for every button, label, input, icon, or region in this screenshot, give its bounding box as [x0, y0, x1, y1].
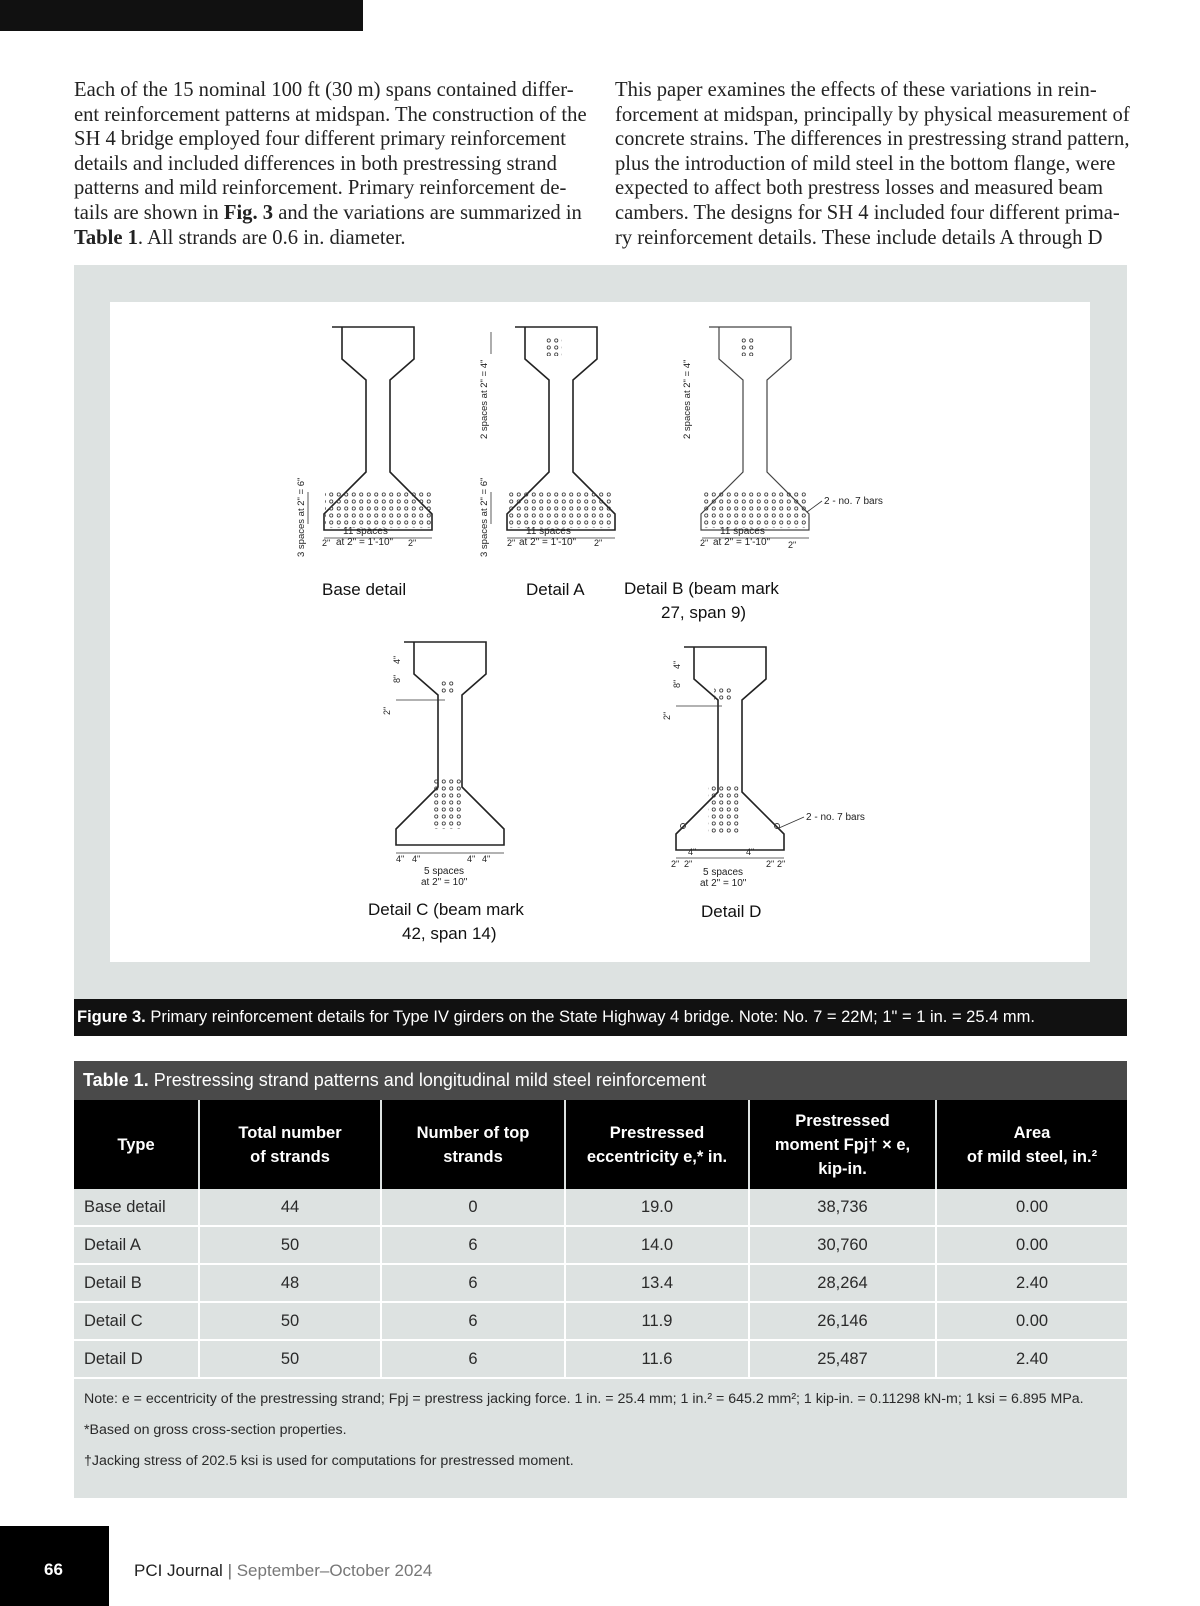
detail-a-dim-at: at 2" = 1'-10"	[519, 537, 577, 548]
strand-pattern-table	[74, 1100, 1127, 1379]
detail-d-dim-2: 2"	[662, 711, 672, 720]
base-dim-spaces: 11 spaces	[343, 526, 388, 537]
detail-d-dim-2c: 2"	[766, 859, 775, 869]
detail-d-label: Detail D	[701, 902, 762, 921]
detail-b-top-strands	[740, 336, 756, 356]
detail-d-dim-4b: 4"	[746, 847, 755, 857]
detail-c-dim-l4a: 4"	[396, 854, 405, 864]
cell-moment: 28,264	[749, 1264, 936, 1302]
base-dim-right: 2"	[408, 538, 417, 548]
cell-area: 2.40	[936, 1264, 1127, 1302]
detail-a-dim-right: 2"	[594, 538, 603, 548]
detail-b-dim-left: 2"	[700, 538, 709, 548]
cell-ecc: 11.6	[565, 1340, 749, 1378]
detail-d-dim-at: at 2" = 10"	[700, 878, 747, 889]
text-line: Table 1. All strands are 0.6 in. diameter.	[74, 226, 406, 249]
cell-type: Base detail	[74, 1189, 199, 1226]
detail-c-bottom-strands	[432, 779, 462, 829]
cell-area: 2.40	[936, 1340, 1127, 1378]
header-type: Type	[74, 1100, 199, 1189]
detail-a-dim-spaces: 11 spaces	[526, 526, 571, 537]
text-line: plus the introduction of mild steel in the bottom flange, were	[615, 152, 1116, 175]
table-1	[74, 1061, 1127, 1498]
cell-area: 0.00	[936, 1189, 1127, 1226]
cell-total: 50	[199, 1226, 381, 1264]
cell-total: 50	[199, 1302, 381, 1340]
cell-area: 0.00	[936, 1226, 1127, 1264]
detail-b-dim-at: at 2" = 1'-10"	[713, 537, 771, 548]
running-footer	[134, 1561, 432, 1581]
text-line: expected to affect both prestress losses and measured beam	[615, 177, 1103, 200]
detail-b-dim-top: 2 spaces at 2" = 4"	[682, 359, 693, 439]
cell-moment: 30,760	[749, 1226, 936, 1264]
cell-type: Detail A	[74, 1226, 199, 1264]
detail-a-top-strands	[546, 336, 562, 356]
cell-total: 48	[199, 1264, 381, 1302]
detail-a-section	[479, 327, 615, 599]
body-column-left	[74, 78, 587, 250]
detail-d-dim-2d: 2"	[777, 859, 786, 869]
cell-type: Detail B	[74, 1264, 199, 1302]
text-line: SH 4 bridge employed four different primary reinforcement	[74, 128, 566, 151]
detail-a-dim-bottom: 3 spaces at 2" = 6"	[479, 477, 490, 557]
footnote-star: *Based on gross cross-section properties.	[84, 1422, 347, 1438]
header-bar	[0, 0, 363, 31]
figure-reference[interactable]: Fig. 3	[223, 201, 274, 224]
table-row	[74, 1340, 1127, 1378]
cell-moment: 25,487	[749, 1340, 936, 1378]
header-moment: Prestressed moment Fpj† × e, kip-in.	[749, 1100, 936, 1189]
figure-drawing-area	[110, 302, 1090, 962]
table-reference[interactable]: Table 1	[74, 226, 138, 249]
footer-separator: |	[227, 1561, 232, 1580]
page-number: 66	[44, 1560, 63, 1579]
detail-c-label-line1: Detail C (beam mark	[368, 900, 524, 919]
cell-total: 44	[199, 1189, 381, 1226]
cell-area: 0.00	[936, 1302, 1127, 1340]
journal-name: PCI Journal	[134, 1561, 223, 1580]
header-top-strands: Number of top strands	[381, 1100, 565, 1189]
table-row	[74, 1189, 1127, 1226]
footnote-dagger: †Jacking stress of 202.5 ksi is used for computations for prestressed moment.	[84, 1453, 574, 1469]
text-line: This paper examines the effects of these variations in rein-	[615, 79, 1097, 101]
cell-ecc: 13.4	[565, 1264, 749, 1302]
cell-top: 6	[381, 1264, 565, 1302]
table-row	[74, 1302, 1127, 1340]
header-mild-steel-area: Area of mild steel, in.²	[936, 1100, 1127, 1189]
detail-c-dim-at: at 2" = 10"	[421, 877, 468, 888]
text-line: forcement at midspan, principally by physical measurement of	[615, 103, 1130, 126]
cell-total: 50	[199, 1340, 381, 1378]
detail-a-bottom-strands	[508, 492, 614, 528]
detail-d-dim-8: 8"	[672, 679, 682, 688]
cell-moment: 38,736	[749, 1189, 936, 1226]
page-number-block	[0, 1526, 109, 1606]
detail-c-dim-spaces: 5 spaces	[424, 866, 465, 877]
detail-d-dim-2a: 2"	[671, 859, 680, 869]
detail-c-top-strands	[440, 681, 456, 695]
text-line: concrete strains. The differences in prestressing strand pattern,	[615, 128, 1130, 151]
text-line: cambers. The designs for SH 4 included four different prima-	[615, 201, 1120, 224]
table-row	[74, 1264, 1127, 1302]
detail-d-section	[662, 647, 865, 921]
girder-details-drawing	[110, 302, 1090, 962]
cell-moment: 26,146	[749, 1302, 936, 1340]
table-note: Note: e = eccentricity of the prestressing strand; Fpj = prestress jacking force. 1 in. = 25.4 mm; 1 in.² = 645.2 mm²; 1 kip-in. = 0.11298 kN-m; 1 ksi = 6.895 MPa.	[84, 1391, 1084, 1407]
base-dim-at: at 2" = 1'-10"	[336, 537, 394, 548]
detail-b-label-line2: 27, span 9)	[661, 603, 747, 622]
cell-type: Detail C	[74, 1302, 199, 1340]
detail-d-bars: 2 - no. 7 bars	[806, 812, 865, 823]
detail-b-dim-spaces: 11 spaces	[720, 526, 765, 537]
detail-d-dim-2b: 2"	[684, 859, 693, 869]
text-line: ent reinforcement patterns at midspan. The construction of the	[74, 103, 587, 126]
cell-top: 6	[381, 1226, 565, 1264]
detail-b-section	[624, 327, 883, 622]
cell-top: 6	[381, 1340, 565, 1378]
text-line: Each of the 15 nominal 100 ft (30 m) spans contained differ-	[74, 79, 574, 101]
base-detail-section	[296, 327, 432, 599]
detail-a-label: Detail A	[526, 580, 585, 599]
detail-b-label-line1: Detail B (beam mark	[624, 579, 779, 598]
detail-a-dim-top: 2 spaces at 2" = 4"	[479, 359, 490, 439]
detail-c-dim-r4a: 4"	[467, 854, 476, 864]
figure-caption: Figure 3. Primary reinforcement details for Type IV girders on the State Highway 4 bridge. Note: No. 7 = 22M; 1" = 1 in. = 25.4 mm.	[74, 999, 1127, 1036]
detail-a-dim-left: 2"	[507, 538, 516, 548]
detail-d-bottom-strands	[708, 784, 740, 834]
body-column-right	[615, 78, 1128, 250]
text-line: tails are shown in Fig. 3 and the variations are summarized in	[74, 201, 582, 224]
text-line: details and included differences in both prestressing strand	[74, 152, 557, 175]
header-eccentricity: Prestressed eccentricity e,* in.	[565, 1100, 749, 1189]
detail-b-bars: 2 - no. 7 bars	[824, 496, 883, 507]
detail-d-dim-4: 4"	[672, 660, 682, 669]
detail-c-section	[368, 642, 524, 943]
base-dim-vertical: 3 spaces at 2" = 6"	[296, 477, 307, 557]
table-row	[74, 1226, 1127, 1264]
cell-ecc: 11.9	[565, 1302, 749, 1340]
cell-ecc: 14.0	[565, 1226, 749, 1264]
issue-date: September–October 2024	[236, 1561, 433, 1580]
detail-c-dim-r4b: 4"	[482, 854, 491, 864]
cell-top: 6	[381, 1302, 565, 1340]
detail-c-dim-l4b: 4"	[412, 854, 421, 864]
base-dim-left: 2"	[322, 538, 331, 548]
table-title: Table 1. Prestressing strand patterns and longitudinal mild steel reinforcement	[74, 1061, 1127, 1100]
detail-c-dim-4: 4"	[392, 655, 402, 664]
detail-d-dim-spaces: 5 spaces	[703, 867, 744, 878]
detail-b-bottom-strands	[702, 492, 808, 528]
detail-c-label-line2: 42, span 14)	[402, 924, 497, 943]
header-total-strands: Total number of strands	[199, 1100, 381, 1189]
detail-d-top-strands	[714, 686, 734, 700]
detail-d-dim-4a: 4"	[688, 847, 697, 857]
text-line: patterns and mild reinforcement. Primary reinforcement de-	[74, 177, 567, 200]
base-detail-label: Base detail	[322, 580, 407, 599]
cell-type: Detail D	[74, 1340, 199, 1378]
cell-ecc: 19.0	[565, 1189, 749, 1226]
figure-3	[74, 265, 1127, 1036]
table-notes	[74, 1379, 1127, 1473]
text-line: ry reinforcement details. These include details A through D	[615, 226, 1103, 249]
detail-c-dim-2: 2"	[382, 706, 392, 715]
cell-top: 0	[381, 1189, 565, 1226]
detail-c-dim-8: 8"	[392, 674, 402, 683]
base-strand-grid	[325, 492, 431, 528]
detail-b-dim-right: 2"	[788, 540, 797, 550]
table-header-row	[74, 1100, 1127, 1189]
